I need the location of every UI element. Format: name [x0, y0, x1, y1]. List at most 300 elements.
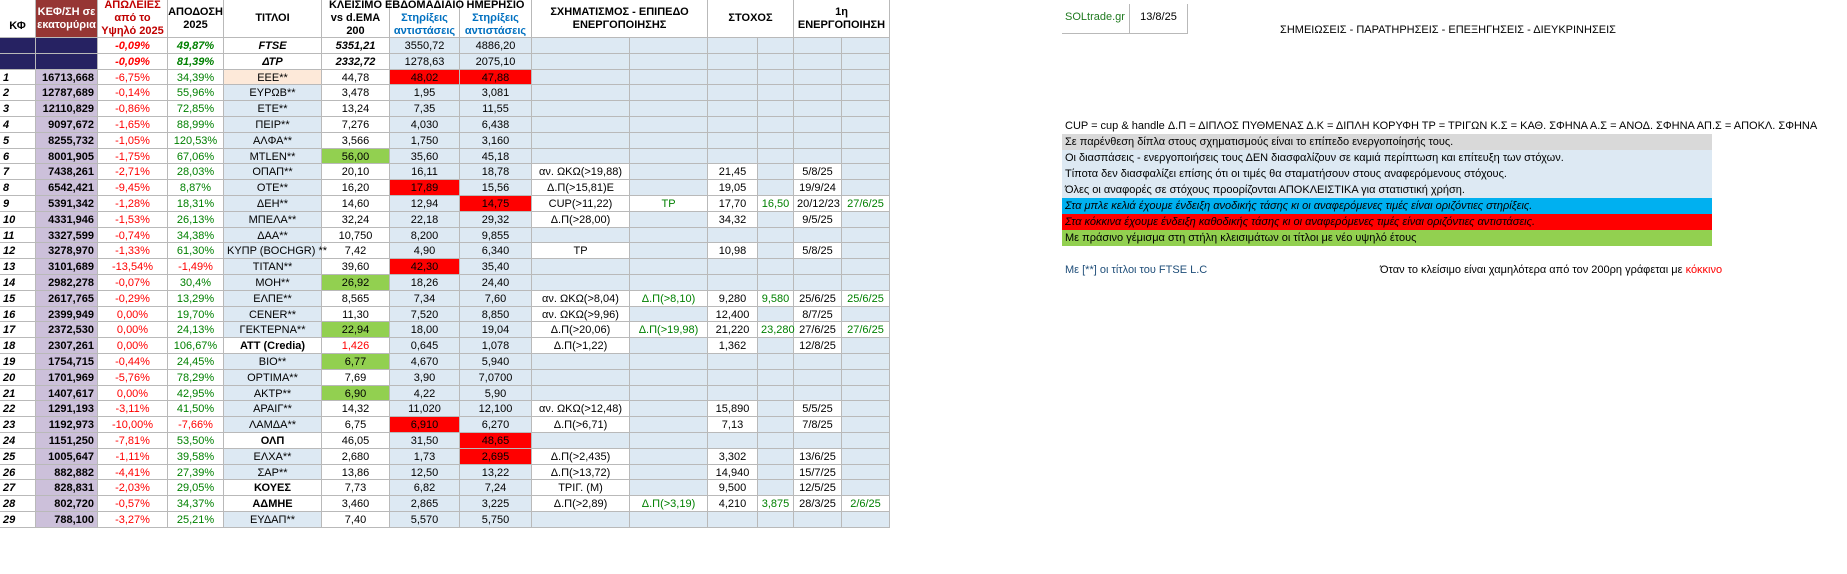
row-pattern-2[interactable]: Δ.Π(>19,98) [630, 322, 708, 338]
row-weekly[interactable]: 6,910 [390, 417, 460, 433]
index-cap[interactable] [36, 38, 98, 54]
row-pattern-2[interactable] [630, 338, 708, 354]
row-pattern-2[interactable] [630, 85, 708, 101]
row-activation[interactable]: 25/6/25 [794, 291, 842, 307]
row-number[interactable]: 13 [0, 259, 36, 275]
row-capitalization[interactable]: 2372,530 [36, 322, 98, 338]
row-capitalization[interactable]: 1754,715 [36, 354, 98, 370]
row-daily[interactable]: 3,081 [460, 85, 532, 101]
row-daily[interactable]: 9,855 [460, 228, 532, 244]
index-pat[interactable] [532, 54, 630, 70]
row-number[interactable]: 25 [0, 449, 36, 465]
row-target-2[interactable] [758, 370, 794, 386]
row-target-2[interactable]: 23,280 [758, 322, 794, 338]
row-number[interactable]: 3 [0, 101, 36, 117]
row-number[interactable]: 10 [0, 212, 36, 228]
row-capitalization[interactable]: 802,720 [36, 496, 98, 512]
row-weekly[interactable]: 11,020 [390, 401, 460, 417]
header-daily[interactable] [460, 0, 532, 38]
row-activation[interactable] [794, 101, 842, 117]
row-target[interactable]: 21,220 [708, 322, 758, 338]
row-target[interactable]: 9,500 [708, 480, 758, 496]
row-capitalization[interactable]: 8001,905 [36, 149, 98, 165]
row-activation-2[interactable] [842, 512, 890, 528]
row-activation-2[interactable] [842, 133, 890, 149]
row-close[interactable]: 16,20 [322, 180, 390, 196]
row-return[interactable]: 39,58% [168, 449, 224, 465]
index-loss[interactable]: -0,09% [98, 38, 168, 54]
row-activation-2[interactable] [842, 212, 890, 228]
row-pattern[interactable] [532, 275, 630, 291]
row-close[interactable]: 2,680 [322, 449, 390, 465]
index-pat2[interactable] [630, 38, 708, 54]
row-ticker[interactable]: ΕΤΕ** [224, 101, 322, 117]
row-pattern[interactable] [532, 354, 630, 370]
row-activation[interactable]: 12/8/25 [794, 338, 842, 354]
row-number[interactable]: 20 [0, 370, 36, 386]
row-pattern-2[interactable] [630, 212, 708, 228]
row-return[interactable]: 61,30% [168, 243, 224, 259]
row-pattern-2[interactable]: Δ.Π(>3,19) [630, 496, 708, 512]
row-pattern[interactable]: αν. ΩΚΩ(>8,04) [532, 291, 630, 307]
index-kf[interactable] [0, 54, 36, 70]
row-capitalization[interactable]: 6542,421 [36, 180, 98, 196]
row-daily[interactable]: 1,078 [460, 338, 532, 354]
row-ticker[interactable]: MTLEN** [224, 149, 322, 165]
row-loss-from-high[interactable]: -0,74% [98, 228, 168, 244]
row-loss-from-high[interactable]: -1,75% [98, 149, 168, 165]
row-number[interactable]: 16 [0, 307, 36, 323]
row-return[interactable]: 78,29% [168, 370, 224, 386]
row-close[interactable]: 14,32 [322, 401, 390, 417]
row-pattern[interactable] [532, 433, 630, 449]
header-kf[interactable]: ΚΦ [0, 0, 36, 38]
row-number[interactable]: 2 [0, 85, 36, 101]
row-close[interactable]: 7,69 [322, 370, 390, 386]
row-activation[interactable] [794, 386, 842, 402]
row-return[interactable]: 53,50% [168, 433, 224, 449]
row-number[interactable]: 17 [0, 322, 36, 338]
row-pattern-2[interactable] [630, 386, 708, 402]
row-number[interactable]: 11 [0, 228, 36, 244]
row-pattern-2[interactable] [630, 512, 708, 528]
row-activation-2[interactable] [842, 149, 890, 165]
row-weekly[interactable]: 2,865 [390, 496, 460, 512]
row-pattern[interactable]: αν. ΩΚΩ(>9,96) [532, 307, 630, 323]
row-ticker[interactable]: CENER** [224, 307, 322, 323]
row-activation-2[interactable] [842, 386, 890, 402]
row-close[interactable]: 13,24 [322, 101, 390, 117]
row-close[interactable]: 20,10 [322, 164, 390, 180]
row-target[interactable]: 1,362 [708, 338, 758, 354]
row-activation[interactable] [794, 133, 842, 149]
row-return[interactable]: 27,39% [168, 465, 224, 481]
row-activation[interactable] [794, 117, 842, 133]
row-daily[interactable]: 15,56 [460, 180, 532, 196]
row-weekly[interactable]: 1,73 [390, 449, 460, 465]
row-number[interactable]: 23 [0, 417, 36, 433]
row-pattern-2[interactable] [630, 433, 708, 449]
row-number[interactable]: 18 [0, 338, 36, 354]
row-activation[interactable] [794, 275, 842, 291]
row-capitalization[interactable]: 2399,949 [36, 307, 98, 323]
row-daily[interactable]: 18,78 [460, 164, 532, 180]
row-target-2[interactable]: 16,50 [758, 196, 794, 212]
row-weekly[interactable]: 12,50 [390, 465, 460, 481]
row-loss-from-high[interactable]: -0,44% [98, 354, 168, 370]
row-activation[interactable]: 13/6/25 [794, 449, 842, 465]
row-target[interactable] [708, 386, 758, 402]
row-target-2[interactable]: 9,580 [758, 291, 794, 307]
row-weekly[interactable]: 3,90 [390, 370, 460, 386]
row-loss-from-high[interactable]: 0,00% [98, 386, 168, 402]
row-loss-from-high[interactable]: 0,00% [98, 307, 168, 323]
row-weekly[interactable]: 12,94 [390, 196, 460, 212]
row-close[interactable]: 46,05 [322, 433, 390, 449]
row-ticker[interactable]: ΑΤΤ (Credia) [224, 338, 322, 354]
row-target-2[interactable] [758, 243, 794, 259]
row-return[interactable]: 106,67% [168, 338, 224, 354]
row-target[interactable] [708, 433, 758, 449]
index-name[interactable]: FTSE [224, 38, 322, 54]
row-number[interactable]: 28 [0, 496, 36, 512]
row-target-2[interactable] [758, 259, 794, 275]
row-return[interactable]: 55,96% [168, 85, 224, 101]
row-target[interactable]: 19,05 [708, 180, 758, 196]
row-loss-from-high[interactable]: -6,75% [98, 70, 168, 86]
row-target[interactable] [708, 354, 758, 370]
row-ticker[interactable]: ΟΡΤΙΜΑ** [224, 370, 322, 386]
row-weekly[interactable]: 4,030 [390, 117, 460, 133]
row-daily[interactable]: 2,695 [460, 449, 532, 465]
row-target[interactable]: 4,210 [708, 496, 758, 512]
row-pattern-2[interactable] [630, 101, 708, 117]
row-capitalization[interactable]: 2307,261 [36, 338, 98, 354]
row-pattern[interactable]: ΤΡΙΓ. (Μ) [532, 480, 630, 496]
row-return[interactable]: 28,03% [168, 164, 224, 180]
row-pattern-2[interactable] [630, 149, 708, 165]
row-ticker[interactable]: ΒΙΟ** [224, 354, 322, 370]
row-ticker[interactable]: ΚΥΠΡ (BOCHGR) ** [224, 243, 322, 259]
row-ticker[interactable]: ΟΤΕ** [224, 180, 322, 196]
row-target[interactable]: 3,302 [708, 449, 758, 465]
row-target[interactable]: 10,98 [708, 243, 758, 259]
row-daily[interactable]: 45,18 [460, 149, 532, 165]
row-activation[interactable] [794, 433, 842, 449]
row-target[interactable] [708, 70, 758, 86]
row-target[interactable] [708, 133, 758, 149]
row-return[interactable]: 120,53% [168, 133, 224, 149]
row-target-2[interactable] [758, 307, 794, 323]
row-ticker[interactable]: ΕΛΠΕ** [224, 291, 322, 307]
row-number[interactable]: 19 [0, 354, 36, 370]
row-daily[interactable]: 6,438 [460, 117, 532, 133]
row-target-2[interactable] [758, 180, 794, 196]
row-activation[interactable]: 8/7/25 [794, 307, 842, 323]
row-activation-2[interactable] [842, 417, 890, 433]
row-activation[interactable]: 15/7/25 [794, 465, 842, 481]
row-activation-2[interactable] [842, 307, 890, 323]
row-daily[interactable]: 5,90 [460, 386, 532, 402]
row-ticker[interactable]: ΔΑΑ** [224, 228, 322, 244]
row-target[interactable] [708, 275, 758, 291]
row-activation[interactable] [794, 259, 842, 275]
row-close[interactable]: 56,00 [322, 149, 390, 165]
row-loss-from-high[interactable]: -2,71% [98, 164, 168, 180]
row-loss-from-high[interactable]: -1,65% [98, 117, 168, 133]
index-weekly[interactable]: 1278,63 [390, 54, 460, 70]
row-activation-2[interactable]: 2/6/25 [842, 496, 890, 512]
row-capitalization[interactable]: 1151,250 [36, 433, 98, 449]
row-capitalization[interactable]: 12110,829 [36, 101, 98, 117]
row-capitalization[interactable]: 1407,617 [36, 386, 98, 402]
row-target[interactable] [708, 370, 758, 386]
index-cap[interactable] [36, 54, 98, 70]
index-close[interactable]: 2332,72 [322, 54, 390, 70]
row-target-2[interactable] [758, 386, 794, 402]
row-target-2[interactable] [758, 449, 794, 465]
row-pattern-2[interactable] [630, 180, 708, 196]
row-daily[interactable]: 8,850 [460, 307, 532, 323]
row-activation-2[interactable] [842, 180, 890, 196]
row-pattern[interactable]: Δ.Π(>2,435) [532, 449, 630, 465]
row-weekly[interactable]: 5,570 [390, 512, 460, 528]
row-pattern[interactable]: Δ.Π(>20,06) [532, 322, 630, 338]
row-target-2[interactable] [758, 70, 794, 86]
row-capitalization[interactable]: 1192,973 [36, 417, 98, 433]
row-target[interactable] [708, 117, 758, 133]
row-return[interactable]: 19,70% [168, 307, 224, 323]
row-number[interactable]: 7 [0, 164, 36, 180]
row-activation[interactable]: 5/8/25 [794, 243, 842, 259]
row-weekly[interactable]: 4,22 [390, 386, 460, 402]
row-return[interactable]: 34,37% [168, 496, 224, 512]
row-loss-from-high[interactable]: -3,27% [98, 512, 168, 528]
row-activation-2[interactable]: 27/6/25 [842, 322, 890, 338]
row-activation[interactable] [794, 70, 842, 86]
row-activation-2[interactable] [842, 85, 890, 101]
row-ticker[interactable]: ΜΠΕΛΑ** [224, 212, 322, 228]
row-activation[interactable]: 7/8/25 [794, 417, 842, 433]
row-number[interactable]: 27 [0, 480, 36, 496]
row-weekly[interactable]: 17,89 [390, 180, 460, 196]
row-daily[interactable]: 14,75 [460, 196, 532, 212]
row-daily[interactable]: 48,65 [460, 433, 532, 449]
index-pat2[interactable] [630, 54, 708, 70]
row-weekly[interactable]: 4,90 [390, 243, 460, 259]
row-target-2[interactable] [758, 417, 794, 433]
row-target-2[interactable] [758, 433, 794, 449]
row-loss-from-high[interactable]: 0,00% [98, 338, 168, 354]
row-pattern-2[interactable]: Δ.Π(>8,10) [630, 291, 708, 307]
row-activation[interactable]: 5/5/25 [794, 401, 842, 417]
row-return[interactable]: 30,4% [168, 275, 224, 291]
index-return[interactable]: 81,39% [168, 54, 224, 70]
row-close[interactable]: 6,75 [322, 417, 390, 433]
row-ticker[interactable]: ΑΛΦΑ** [224, 133, 322, 149]
row-weekly[interactable]: 1,750 [390, 133, 460, 149]
row-close[interactable]: 7,42 [322, 243, 390, 259]
row-activation-2[interactable]: 25/6/25 [842, 291, 890, 307]
row-capitalization[interactable]: 1291,193 [36, 401, 98, 417]
row-capitalization[interactable]: 12787,689 [36, 85, 98, 101]
row-loss-from-high[interactable]: -13,54% [98, 259, 168, 275]
row-loss-from-high[interactable]: -7,81% [98, 433, 168, 449]
row-loss-from-high[interactable]: -1,53% [98, 212, 168, 228]
row-weekly[interactable]: 6,82 [390, 480, 460, 496]
row-weekly[interactable]: 16,11 [390, 164, 460, 180]
row-activation-2[interactable] [842, 70, 890, 86]
row-number[interactable]: 12 [0, 243, 36, 259]
row-target[interactable]: 12,400 [708, 307, 758, 323]
row-capitalization[interactable]: 16713,668 [36, 70, 98, 86]
row-pattern[interactable]: Δ.Π(>2,89) [532, 496, 630, 512]
index-t2[interactable] [758, 38, 794, 54]
row-target-2[interactable] [758, 480, 794, 496]
row-daily[interactable]: 29,32 [460, 212, 532, 228]
row-target[interactable] [708, 149, 758, 165]
row-target[interactable]: 34,32 [708, 212, 758, 228]
row-activation-2[interactable] [842, 338, 890, 354]
row-ticker[interactable]: ΤΙΤΑΝ** [224, 259, 322, 275]
row-number[interactable]: 8 [0, 180, 36, 196]
row-ticker[interactable]: ΑΚΤΡ** [224, 386, 322, 402]
row-activation-2[interactable] [842, 101, 890, 117]
row-ticker[interactable]: ΑΡΑΙΓ** [224, 401, 322, 417]
row-pattern[interactable] [532, 228, 630, 244]
row-activation-2[interactable]: 27/6/25 [842, 196, 890, 212]
row-loss-from-high[interactable]: 0,00% [98, 322, 168, 338]
row-target-2[interactable] [758, 101, 794, 117]
row-daily[interactable]: 3,225 [460, 496, 532, 512]
row-return[interactable]: 18,31% [168, 196, 224, 212]
row-capitalization[interactable]: 5391,342 [36, 196, 98, 212]
row-weekly[interactable]: 7,520 [390, 307, 460, 323]
row-daily[interactable]: 3,160 [460, 133, 532, 149]
row-pattern[interactable] [532, 70, 630, 86]
row-pattern-2[interactable] [630, 449, 708, 465]
header-name[interactable]: ΤΙΤΛΟΙ [224, 0, 322, 38]
header-weekly[interactable] [384, 0, 465, 38]
row-activation-2[interactable] [842, 401, 890, 417]
header-ret[interactable]: ΑΠΟΔΟΣΗ 2025 [168, 0, 224, 38]
row-return[interactable]: 67,06% [168, 149, 224, 165]
row-target-2[interactable] [758, 133, 794, 149]
row-capitalization[interactable]: 8255,732 [36, 133, 98, 149]
row-daily[interactable]: 11,55 [460, 101, 532, 117]
row-capitalization[interactable]: 2982,278 [36, 275, 98, 291]
row-pattern-2[interactable] [630, 417, 708, 433]
row-target-2[interactable]: 3,875 [758, 496, 794, 512]
row-target[interactable]: 9,280 [708, 291, 758, 307]
row-activation[interactable] [794, 149, 842, 165]
index-daily[interactable]: 2075,10 [460, 54, 532, 70]
row-activation[interactable]: 27/6/25 [794, 322, 842, 338]
row-return[interactable]: 29,05% [168, 480, 224, 496]
header-loss[interactable]: ΑΠΩΛΕΙΕΣ από το Υψηλό 2025 [98, 0, 168, 38]
row-activation-2[interactable] [842, 370, 890, 386]
row-loss-from-high[interactable]: -4,41% [98, 465, 168, 481]
row-pattern-2[interactable] [630, 401, 708, 417]
row-pattern-2[interactable]: TP [630, 196, 708, 212]
row-pattern-2[interactable] [630, 354, 708, 370]
row-target-2[interactable] [758, 149, 794, 165]
row-close[interactable]: 8,565 [322, 291, 390, 307]
row-number[interactable]: 14 [0, 275, 36, 291]
row-daily[interactable]: 19,04 [460, 322, 532, 338]
row-pattern-2[interactable] [630, 465, 708, 481]
row-capitalization[interactable]: 7438,261 [36, 164, 98, 180]
row-activation[interactable]: 5/8/25 [794, 164, 842, 180]
row-pattern[interactable] [532, 512, 630, 528]
row-weekly[interactable]: 42,30 [390, 259, 460, 275]
row-close[interactable]: 44,78 [322, 70, 390, 86]
row-number[interactable]: 9 [0, 196, 36, 212]
index-loss[interactable]: -0,09% [98, 54, 168, 70]
row-capitalization[interactable]: 4331,946 [36, 212, 98, 228]
row-pattern[interactable] [532, 386, 630, 402]
row-daily[interactable]: 35,40 [460, 259, 532, 275]
row-number[interactable]: 15 [0, 291, 36, 307]
row-pattern[interactable]: Δ.Π(>1,22) [532, 338, 630, 354]
row-close[interactable]: 3,566 [322, 133, 390, 149]
row-pattern-2[interactable] [630, 307, 708, 323]
row-return[interactable]: -1,49% [168, 259, 224, 275]
row-pattern[interactable] [532, 101, 630, 117]
row-number[interactable]: 21 [0, 386, 36, 402]
row-capitalization[interactable]: 1701,969 [36, 370, 98, 386]
row-close[interactable]: 1,426 [322, 338, 390, 354]
row-pattern[interactable]: Δ.Π(>6,71) [532, 417, 630, 433]
row-activation[interactable] [794, 85, 842, 101]
row-return[interactable]: 8,87% [168, 180, 224, 196]
row-daily[interactable]: 5,940 [460, 354, 532, 370]
row-capitalization[interactable]: 9097,672 [36, 117, 98, 133]
row-activation[interactable] [794, 228, 842, 244]
row-loss-from-high[interactable]: -0,86% [98, 101, 168, 117]
row-target-2[interactable] [758, 354, 794, 370]
row-capitalization[interactable]: 788,100 [36, 512, 98, 528]
row-close[interactable]: 14,60 [322, 196, 390, 212]
row-activation-2[interactable] [842, 275, 890, 291]
row-loss-from-high[interactable]: -10,00% [98, 417, 168, 433]
row-close[interactable]: 6,90 [322, 386, 390, 402]
row-capitalization[interactable]: 2617,765 [36, 291, 98, 307]
row-return[interactable]: 34,38% [168, 228, 224, 244]
row-return[interactable]: 26,13% [168, 212, 224, 228]
row-pattern[interactable] [532, 149, 630, 165]
row-ticker[interactable]: ΕΥΡΩΒ** [224, 85, 322, 101]
row-close[interactable]: 22,94 [322, 322, 390, 338]
row-ticker[interactable]: ΣΑΡ** [224, 465, 322, 481]
row-pattern[interactable]: TP [532, 243, 630, 259]
row-target[interactable]: 21,45 [708, 164, 758, 180]
row-pattern-2[interactable] [630, 259, 708, 275]
row-target-2[interactable] [758, 338, 794, 354]
row-ticker[interactable]: ΠΕΙΡ** [224, 117, 322, 133]
row-return[interactable]: 34,39% [168, 70, 224, 86]
row-weekly[interactable]: 31,50 [390, 433, 460, 449]
row-pattern[interactable]: CUP(>11,22) [532, 196, 630, 212]
row-daily[interactable]: 13,22 [460, 465, 532, 481]
index-close[interactable]: 5351,21 [322, 38, 390, 54]
header-target[interactable]: ΣΤΟΧΟΣ [708, 0, 794, 38]
row-pattern-2[interactable] [630, 228, 708, 244]
row-target-2[interactable] [758, 228, 794, 244]
row-capitalization[interactable]: 3101,689 [36, 259, 98, 275]
row-close[interactable]: 13,86 [322, 465, 390, 481]
row-daily[interactable]: 24,40 [460, 275, 532, 291]
